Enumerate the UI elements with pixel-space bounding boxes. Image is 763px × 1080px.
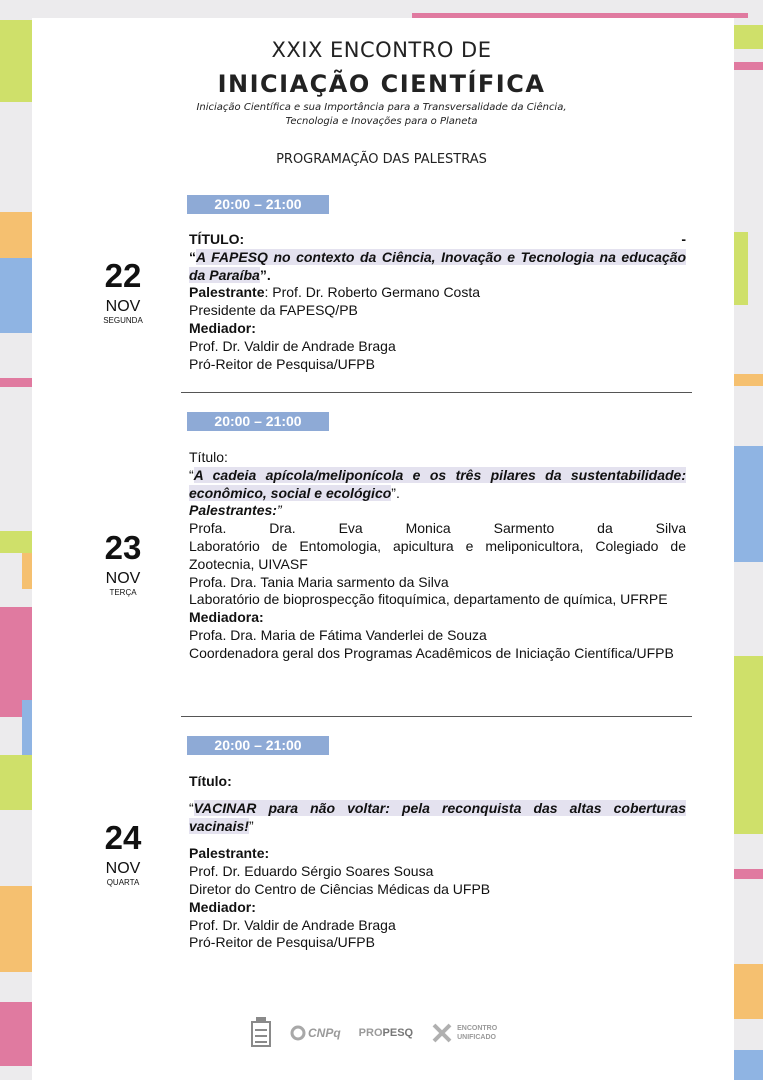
cnpq-swirl-icon [290, 1025, 306, 1041]
speaker-line [189, 284, 686, 302]
university-crest-icon [250, 1016, 272, 1050]
talk-details [189, 773, 686, 952]
date-block [90, 820, 156, 888]
moderator-role: Pró-Reitor de Pesquisa/UFPB [189, 934, 375, 951]
moderator-role: Pró-Reitor de Pesquisa/UFPB [189, 355, 375, 372]
speaker-label: Palestrante: [189, 845, 270, 862]
moderator-label: Mediador: [189, 898, 256, 915]
time-badge: 20:00 – 21:00 [187, 736, 329, 755]
speaker-role: Diretor do Centro de Ciências Médicas da UFPB [189, 880, 491, 897]
month-label: NOV [105, 860, 141, 877]
title-label: Título: [189, 449, 228, 465]
quote-open: “ [189, 466, 194, 483]
talk-title: A cadeia apícola/meliponícola e os três pilares da sustentabilidade: econômico, social e ecológico [189, 466, 686, 501]
talk-title-paragraph [189, 249, 686, 285]
date-block [90, 258, 156, 326]
speakers-quote: ” [276, 502, 282, 519]
event-title-line1: XXIX ENCONTRO DE [271, 38, 492, 62]
encontro-text [457, 1024, 497, 1042]
deco-right-lime-mid [734, 656, 763, 834]
moderator-name: Profa. Dra. Maria de Fátima Vanderlei de Souza [189, 626, 487, 643]
section-divider [181, 392, 692, 393]
deco-left-blue [0, 258, 32, 333]
title-row [189, 231, 686, 249]
moderator-name: Prof. Dr. Valdir de Andrade Braga [189, 337, 396, 354]
encontro-unificado-logo [431, 1022, 497, 1044]
deco-right-pink-line [734, 62, 763, 70]
event-title-line2: INICIAÇÃO CIENTÍFICA [217, 70, 546, 98]
quote-close: ”. [391, 484, 400, 501]
deco-left-orange-low [0, 886, 32, 972]
day-number: 24 [104, 819, 142, 856]
deco-left-orange-mid [22, 553, 32, 589]
time-badge: 20:00 – 21:00 [187, 412, 329, 431]
weekday-label: TERÇA [109, 588, 137, 597]
talk-details [189, 231, 686, 373]
day-number: 23 [104, 529, 142, 566]
deco-right-lime [734, 232, 748, 305]
deco-right-orange-low [734, 964, 763, 1019]
speaker-name: : Prof. Dr. Roberto Germano Costa [264, 284, 481, 301]
title-label: Título: [189, 773, 232, 789]
propesq-text-pesq: PESQ [382, 1027, 414, 1039]
talk-title: A FAPESQ no contexto da Ciência, Inovação e Tecnologia na educação da Paraíba [189, 248, 686, 283]
weekday-label: QUARTA [106, 878, 140, 887]
moderator-label: Mediador: [189, 319, 256, 336]
section-title: PROGRAMAÇÃO DAS PALESTRAS [276, 152, 487, 167]
moderator-label: Mediadora: [189, 609, 264, 626]
date-block [90, 530, 156, 598]
speaker-role: Presidente da FAPESQ/PB [189, 302, 358, 319]
moderator-name: Prof. Dr. Valdir de Andrade Braga [189, 916, 396, 933]
day-number: 22 [104, 257, 142, 294]
quote-open: “ [189, 799, 194, 816]
talk-title: VACINAR para não voltar: pela reconquista das altas coberturas vacinais! [189, 799, 686, 834]
title-label: TÍTULO: [189, 231, 245, 247]
moderator-role: Coordenadora geral dos Programas Acadêmicos de Iniciação Científica/UFPB [189, 644, 674, 661]
weekday-label: SEGUNDA [103, 316, 143, 325]
section-divider [181, 716, 692, 717]
title-dash: - [681, 231, 686, 247]
event-subtitle-line2: Tecnologia e Inovações para o Planeta [285, 116, 478, 127]
month-label: NOV [105, 298, 141, 315]
quote-close: ” [248, 817, 254, 834]
deco-right-pink-line-2 [734, 869, 763, 879]
deco-right-blue-low [734, 1050, 763, 1080]
encontro-text-line1: ENCONTRO [457, 1025, 498, 1032]
month-label: NOV [105, 570, 141, 587]
quote-close: ”. [259, 266, 271, 283]
deco-left-blue-mid [22, 700, 32, 758]
event-subtitle-line1: Iniciação Científica e sua Importância para a Transversalidade da Ciência, [196, 102, 567, 113]
deco-left-pink-low [0, 1002, 32, 1066]
speaker-name: Prof. Dr. Eduardo Sérgio Soares Sousa [189, 863, 434, 880]
propesq-logo [359, 1027, 413, 1039]
speaker-1-name: Profa. Dra. Eva Monica Sarmento da Silva [189, 520, 686, 537]
footer-logos [250, 1013, 497, 1053]
deco-right-orange-line [734, 374, 763, 386]
encontro-text-line2: UNIFICADO [457, 1034, 496, 1041]
deco-left-orange [0, 212, 32, 258]
speaker-label: Palestrante [189, 284, 265, 301]
talk-title-paragraph [189, 467, 686, 503]
talk-details [189, 449, 686, 663]
encontro-cross-icon [431, 1022, 453, 1044]
talk-title-paragraph [189, 800, 686, 836]
deco-left-lime-mid [0, 531, 32, 553]
propesq-text-pro: PRO [358, 1027, 383, 1039]
deco-right-blue [734, 446, 763, 562]
speakers-line [189, 502, 686, 520]
cnpq-logo [290, 1025, 341, 1041]
speaker-2-role: Laboratório de bioprospecção fitoquímica, departamento de química, UFRPE [189, 591, 668, 608]
deco-left-pink-line [0, 378, 32, 387]
deco-left-lime-low [0, 755, 32, 810]
event-subtitle [0, 101, 763, 129]
quote-open: “ [189, 248, 196, 265]
speaker-1-role: Laboratório de Entomologia, apicultura e meliponicultora, Colegiado de Zootecnia, UIVASF [189, 537, 686, 572]
speakers-label: Palestrantes: [189, 502, 277, 519]
speaker-2-name: Profa. Dra. Tania Maria sarmento da Silva [189, 573, 449, 590]
time-badge: 20:00 – 21:00 [187, 195, 329, 214]
cnpq-text: CNPq [308, 1026, 341, 1040]
